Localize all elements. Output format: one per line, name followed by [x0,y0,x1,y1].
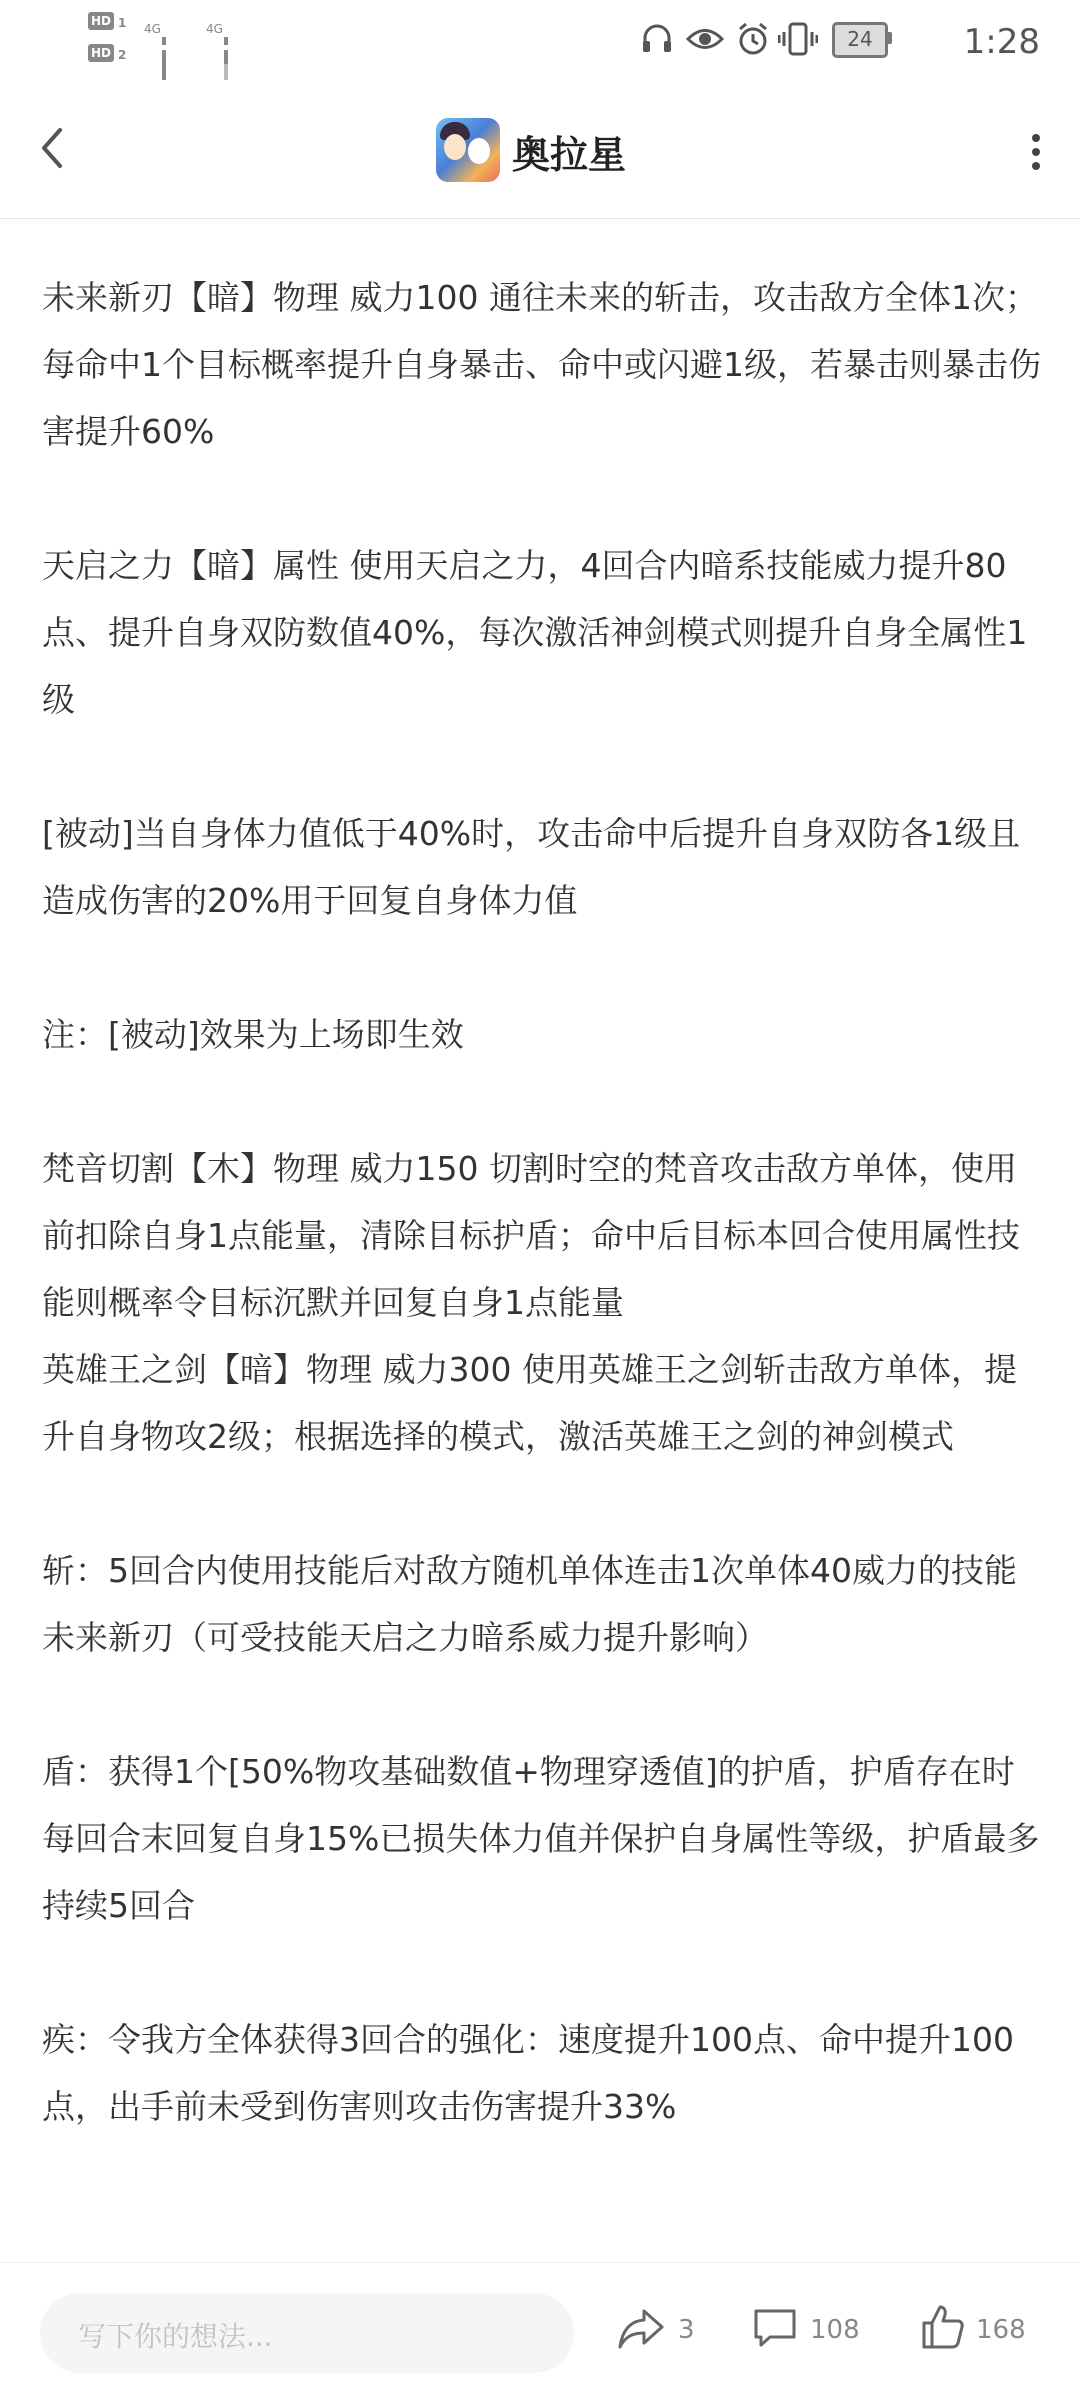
more-button[interactable] [1012,124,1060,180]
hd1-badge: HD [88,12,114,30]
share-button[interactable] [616,2303,696,2359]
paragraph-ji: 疾：令我方全体获得3回合的强化：速度提升100点、命中提升100点，出手前未受到伤害则攻击伤害提升33% [42,2020,1014,2126]
paragraph-fanyin-qiege: 梵音切割【木】物理 威力150 切割时空的梵音攻击敌方单体，使用前扣除自身1点能量，清除目标护盾；命中后目标本回合使用属性技能则概率令目标沉默并回复自身1点能量 [42,1149,1020,1322]
hd1-sub: 1 [118,16,127,30]
status-left [88,12,268,72]
battery-icon [832,22,888,58]
paragraph-zhan: 斩：5回合内使用技能后对敌方随机单体连击1次单体40威力的技能未来新刃（可受技能天启之力暗系威力提升影响） [42,1551,1017,1657]
status-bar [0,0,1080,80]
comment-button[interactable] [752,2303,862,2359]
header-bar [0,80,1080,219]
chevron-left-icon [30,120,78,176]
back-button[interactable] [30,120,78,176]
alarm-icon [736,22,770,56]
thumbs-up-icon [920,2303,966,2351]
headphones-icon [640,22,674,56]
eye-icon [686,22,724,56]
network-1-label: 4G [144,22,161,36]
paragraph-yingxiongwang-zhijian: 英雄王之剑【暗】物理 威力300 使用英雄王之剑斩击敌方单体，提升自身物攻2级；根据选择的模式，激活英雄王之剑的神剑模式 [42,1350,1017,1456]
like-button[interactable] [920,2303,1030,2359]
network-2-label: 4G [206,22,223,36]
app-logo [436,118,500,182]
paragraph-passive: [被动]当自身体力值低于40%时，攻击命中后提升自身双防各1级且造成伤害的20%用于回复自身体力值 [42,814,1021,920]
like-count: 168 [976,2315,1026,2345]
paragraph-tianqi-zhili: 天启之力【暗】属性 使用天启之力，4回合内暗系技能威力提升80点、提升自身双防数值40%，每次激活神剑模式则提升自身全属性1级 [42,546,1028,719]
comment-icon [752,2305,798,2351]
paragraph-dun: 盾：获得1个[50%物攻基础数值+物理穿透值]的护盾，护盾存在时每回合末回复自身15%已损失体力值并保护自身属性等级，护盾最多持续5回合 [42,1752,1040,1925]
share-icon [616,2303,666,2353]
comment-placeholder: 写下你的想法... [78,2320,273,2353]
bottom-action-bar [0,2262,1080,2401]
status-right [640,14,1040,64]
hd2-sub: 2 [118,48,127,62]
page-title: 奥拉星 [512,133,627,177]
post-content [42,218,1042,2140]
comment-count: 108 [810,2315,860,2345]
share-count: 3 [678,2315,695,2345]
paragraph-note: 注：[被动]效果为上场即生效 [42,1015,464,1054]
battery-level: 24 [847,27,873,51]
comment-input[interactable] [40,2293,574,2373]
clock: 1:28 [963,22,1040,62]
hd2-badge: HD [88,44,114,62]
paragraph-weilai-xinren: 未来新刃【暗】物理 威力100 通往未来的斩击，攻击敌方全体1次；每命中1个目标概率提升自身暴击、命中或闪避1级，若暴击则暴击伤害提升60% [42,278,1041,451]
vibrate-icon [778,22,818,56]
battery-tip [887,32,892,44]
